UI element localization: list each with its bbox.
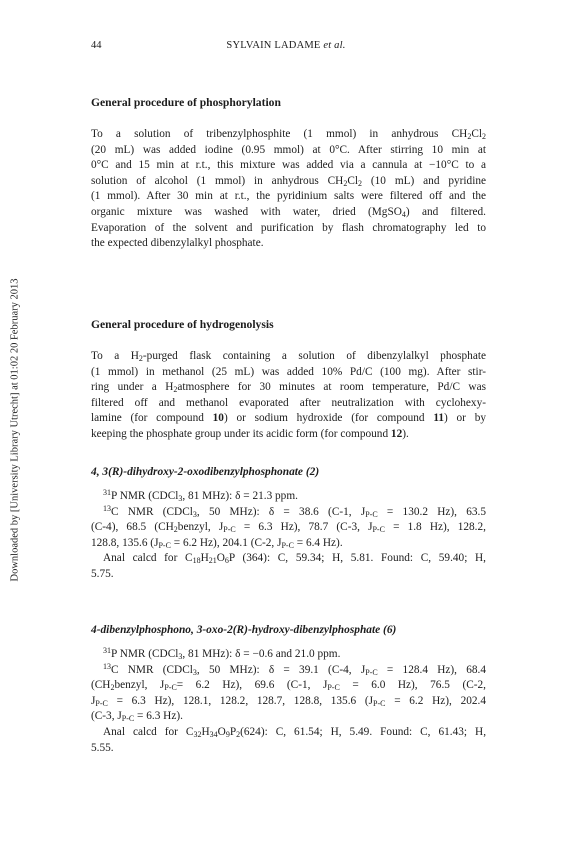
compound6-data: $^{31}$P NMR (CDCl$_3$, 81 MHz): δ = −0.6 and 21.0 ppm. $^{13}$C NMR (CDCl$_3$, 50 MHz): δ = 39.1 (C-4, $J_{P-C} = 128.4$ Hz), 68.4 ($CH_2benzyl$, $J_{P-C}= 6.2$ Hz), 69.6 (C-1, $J_{P-C} = 6.0$ Hz), 76.5 (C-2, $J_{P-C} = 6.3$ Hz), 128.1, 128.2, 128.7, 128.8, 135.6 ($J_{P-C} = 6.2$ Hz), 202.4 (C-3, $J_{P-C} = 6.3$ Hz). Anal calcd for $C_{32}H_{34}O_9P_2(624)$: C, 61.54; H, 5.49. Found: C, 61.43; H, 5.55. <box>91 646 487 754</box>
page-number: 44 <box>91 40 102 51</box>
compound6-heading: 4-dibenzylphosphono, 3-oxo-2(R)-hydroxy-dibenzylphosphate (6) <box>91 624 397 636</box>
compound2-heading: 4, 3(R)-dihydroxy-2-oxodibenzylphosphonate (2) <box>91 466 320 478</box>
compound2-data: $^{31}$P NMR (CDCl$_3$, 81 MHz): δ = 21.3 ppm. $^{13}$C NMR (CDCl$_3$, 50 MHz): δ = 38.6 (C-1, $J_{P-C} = 130.2$ Hz), 63.5 (C-4), 68.5 ($CH_2benzyl$, $J_{P-C} = 6.3$ Hz), 78.7 (C-3, $J_{P-C} = 1.8$ Hz), 128.2, 128.8, 135.6 ($J_{P-C} = 6.2$ Hz), 204.1 (C-2, $J_{P-C} = 6.4$ Hz). Anal calcd for $C_{18}H_{21}O_6P$ (364): C, 59.34; H, 5.81. Found: C, 59.40; H, 5.75. <box>91 488 487 580</box>
download-note: Downloaded by [University Library Utrecht] at 01:02 20 February 2013 <box>9 278 21 582</box>
phosphorylation-paragraph: To a solution of tribenzylphosphite (1 mmol) in anhydrous $CH_2Cl_2$ (20 mL) was added iodine (0.95 mmol) at 0°C. After stirring 10 min at 0°C and 15 min at r.t., this mixture was added via a cannula at −10°C to a solution of alcohol (1 mmol) in anhydrous $CH_2Cl_2$ (10 mL) and pyridine (1 mmol). After 30 min at r.t., the pyridinium salts were filtered off and the organic mixture was washed with water, dried (MgSO$_4$) and filtered. Evaporation of the solvent and purification by flash chromatography led to the expected dibenzylalkyl phosphate. <box>91 128 486 250</box>
hydrogenolysis-paragraph: To a $H_2$-purged flask containing a solution of dibenzylalkyl phosphate (1 mmol) in methanol (25 mL) was added 10% Pd/C (100 mg). After stir- ring under a $H_2atmosphere$ for 30 minutes at room temperature, Pd/C was filtered off and methanol evaporated after neutralization with cyclohexy- lamine (for compound 10) or sodium hydroxide (for compound 11) or by keeping the phosphate group under its acidic form (for compound 12). <box>91 350 486 440</box>
running-head: SYLVAIN LADAME et al. <box>226 40 346 51</box>
hydrogenolysis-heading: General procedure of hydrogenolysis <box>91 318 274 331</box>
phosphorylation-heading: General procedure of phosphorylation <box>91 96 281 109</box>
download-watermark <box>0 0 30 864</box>
